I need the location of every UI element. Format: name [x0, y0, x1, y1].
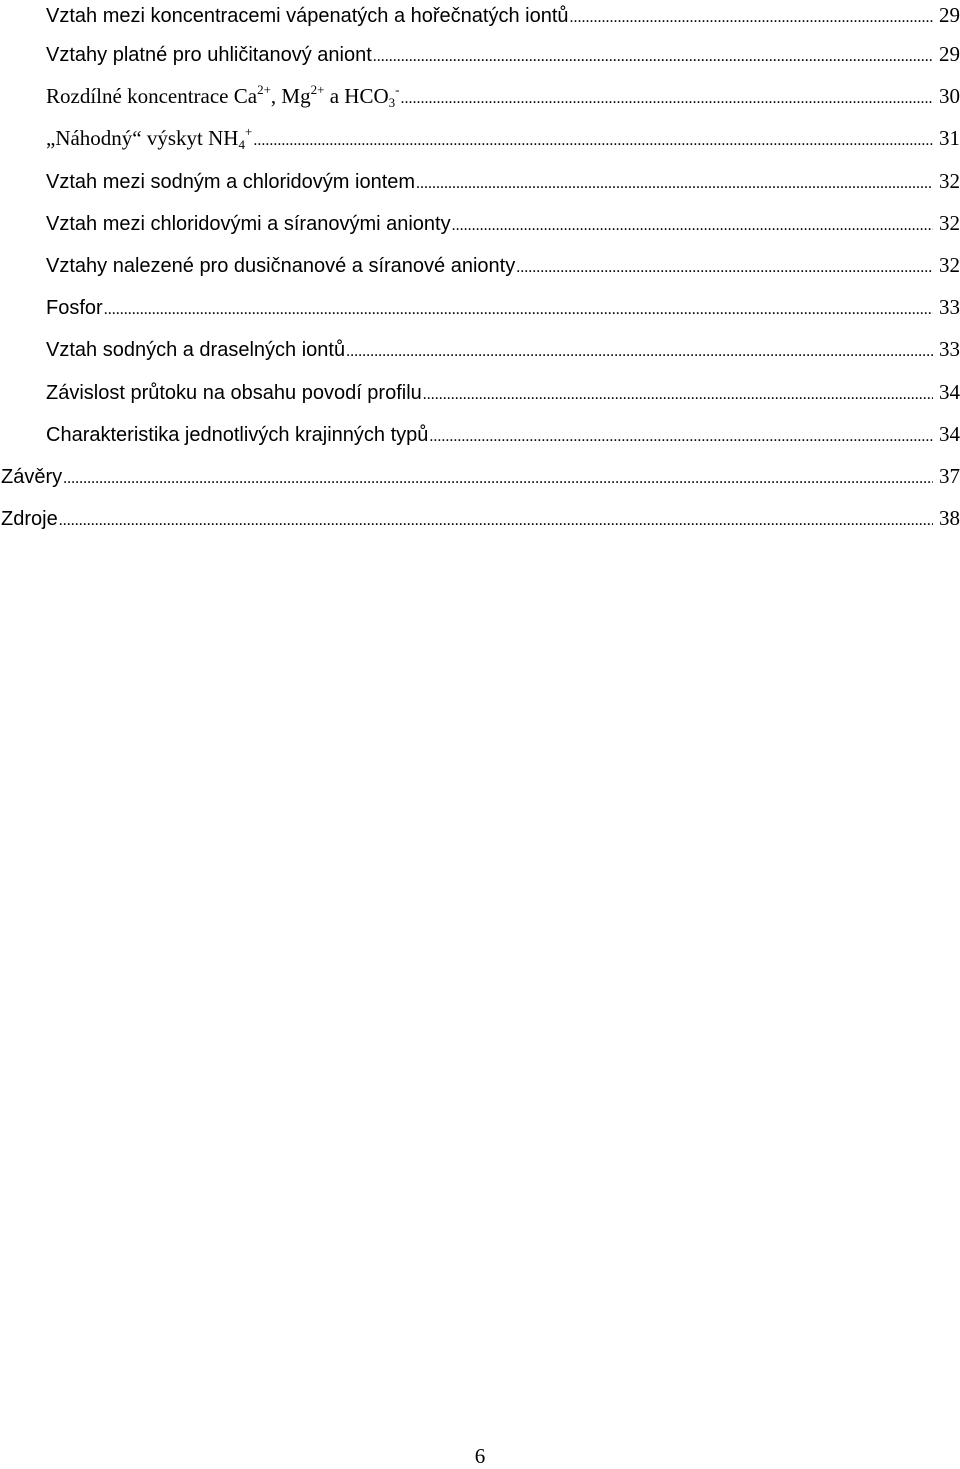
- toc-leader-dots: [104, 295, 933, 325]
- superscript: -: [395, 82, 400, 97]
- superscript: 2+: [310, 82, 325, 97]
- superscript: 2+: [257, 82, 271, 97]
- toc-leader-dots: [253, 126, 933, 156]
- toc-entry[interactable]: [0, 208, 960, 238]
- page-number: 6: [474, 1444, 486, 1468]
- toc-entry-title: Závislost průtoku na obsahu povodí profilu: [46, 382, 422, 404]
- toc-entry[interactable]: [0, 250, 960, 280]
- toc-entry-page: 37: [939, 464, 960, 488]
- toc-entry-title: Závěry: [1, 466, 63, 488]
- toc-entry[interactable]: [0, 39, 960, 69]
- toc-entry[interactable]: [0, 461, 960, 491]
- toc-entry-title: [46, 123, 252, 153]
- toc-entry[interactable]: [0, 334, 960, 364]
- toc-entry-title: Vztah sodných a draselných iontů: [46, 339, 346, 361]
- toc-entry[interactable]: [0, 419, 960, 449]
- toc-leader-dots: [516, 253, 933, 283]
- toc-entry-page: 34: [939, 422, 960, 446]
- toc-entry-title: Zdroje: [1, 508, 58, 530]
- toc-entry[interactable]: [0, 123, 960, 153]
- toc-entry-title: Vztah mezi sodným a chloridovým iontem: [46, 171, 416, 193]
- toc-entry-title: Charakteristika jednotlivých krajinných typů: [46, 424, 429, 446]
- toc-leader-dots: [416, 169, 933, 199]
- toc-leader-dots: [346, 337, 933, 367]
- toc-entry-page: 32: [939, 169, 960, 193]
- toc-leader-dots: [452, 211, 933, 241]
- title-text: , Mg: [270, 84, 311, 108]
- toc-entry-page: 33: [939, 295, 960, 319]
- toc-entry-page: 33: [939, 337, 960, 361]
- toc-entry[interactable]: [0, 166, 960, 196]
- superscript: +: [244, 124, 253, 139]
- toc-leader-dots: [429, 422, 933, 452]
- toc-leader-dots: [400, 84, 933, 114]
- toc-entry[interactable]: [0, 81, 960, 111]
- toc-entry[interactable]: [0, 0, 960, 30]
- toc-entry[interactable]: [0, 503, 960, 533]
- toc-leader-dots: [63, 464, 933, 494]
- subscript: 3: [388, 95, 396, 110]
- toc-entry[interactable]: [0, 292, 960, 322]
- title-text: a HCO: [324, 84, 389, 108]
- toc-entry-page: 30: [939, 84, 960, 108]
- toc-entry-page: 34: [939, 380, 960, 404]
- title-text: Rozdílné koncentrace Ca: [46, 84, 258, 108]
- toc-entry-title: Vztah mezi koncentracemi vápenatých a hořečnatých iontů: [46, 5, 569, 27]
- toc-leader-dots: [373, 42, 933, 72]
- toc-entry-page: 38: [939, 506, 960, 530]
- toc-entry-title: Fosfor: [46, 297, 103, 319]
- toc-leader-dots: [59, 506, 933, 536]
- toc-entry-title: [46, 81, 399, 111]
- toc-entry-title: Vztahy platné pro uhličitanový aniont: [46, 44, 372, 66]
- toc-entry-page: 29: [939, 42, 960, 66]
- toc-leader-dots: [570, 3, 933, 33]
- toc-leader-dots: [423, 380, 933, 410]
- toc-entry-title: Vztah mezi chloridovými a síranovými anionty: [46, 213, 451, 235]
- toc-entry-page: 31: [939, 126, 960, 150]
- toc-entry-page: 29: [939, 3, 960, 27]
- toc-entry-page: 32: [939, 253, 960, 277]
- title-text: „Náhodný“ výskyt NH: [46, 126, 239, 150]
- subscript: 4: [238, 137, 245, 152]
- toc-entry[interactable]: [0, 377, 960, 407]
- toc-entry-title: Vztahy nalezené pro dusičnanové a síranové anionty: [46, 255, 516, 277]
- toc-entry-page: 32: [939, 211, 960, 235]
